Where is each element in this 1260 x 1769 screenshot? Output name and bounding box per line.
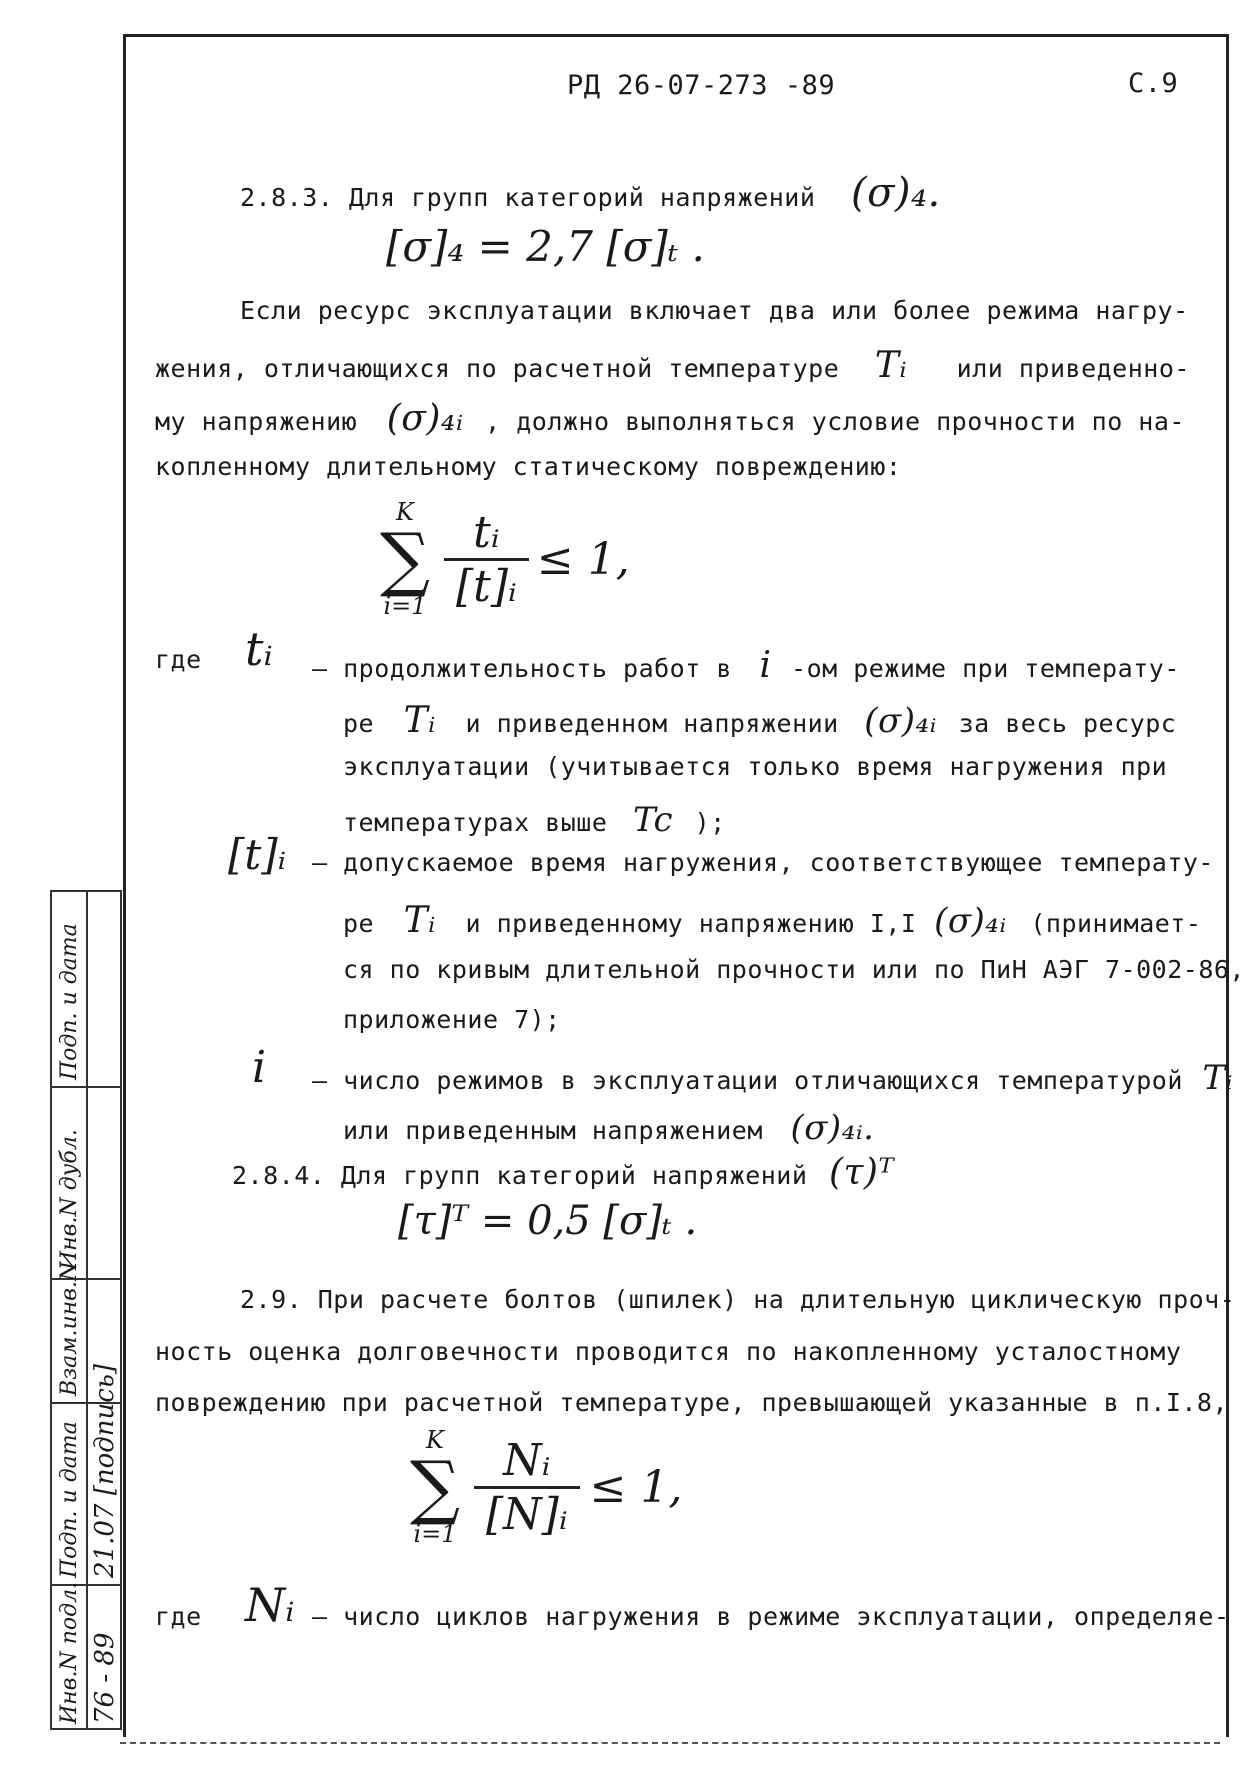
sum-operator [380,500,430,618]
stamp-vzam-inv: Взам.инв.N [57,1261,82,1396]
def-Ni-line-1: – число циклов нагружения в режиме эксплуатации, определяе- [312,1602,1230,1631]
heading-text: 2.8.4. Для групп категорий напряжений [232,1161,808,1190]
symbol-i: i [759,645,772,686]
text: (принимает- [1030,909,1202,938]
def-ti-line-2 [343,700,1176,741]
inequality: ≤ 1, [589,1461,683,1513]
def-Ni-symbol: Nᵢ [245,1578,295,1632]
text: му напряжению [155,407,358,436]
doc-code: РД 26-07-273 -89 [567,70,836,101]
section-2-9-line-1: 2.9. При расчете болтов (шпилек) на длительную циклическую проч- [240,1285,1236,1314]
def-i-symbol: i [252,1042,267,1093]
stamp-date-signature: 21.07 [подпись] [90,1363,120,1578]
where-label-2: где [155,1602,202,1631]
stamp-inv-podl: Инв.N подл. [57,1581,82,1724]
inequality: ≤ 1, [536,533,630,585]
heading-text: 2.8.3. Для групп категорий напряжений [240,183,816,212]
sum-upper: K [426,1426,444,1454]
document-stamp [50,890,120,1730]
text: или приведенным напряжением [343,1116,763,1145]
symbol-Ti: Tᵢ [403,900,436,941]
def-allowed-line-4: приложение 7); [343,1005,561,1034]
def-i-line-1 [312,1058,1233,1098]
symbol-Ti: Tᵢ [1202,1058,1233,1098]
def-allowed-line-3: ся по кривым длительной прочности или по ПиН АЭГ 7-002-86, [343,955,1245,984]
stamp-row-line [50,1086,120,1088]
text: ре [343,709,375,738]
where-label: где [155,645,202,674]
stamp-divider [86,890,88,1730]
stamp-inv-dubl: Инв.N дубл. [57,1129,82,1270]
paragraph-line-4: копленному длительному статическому повреждению: [155,452,902,481]
stamp-sign-date-2: Подп. и дата [57,1421,82,1578]
sigma-sign: ∑ [410,1446,460,1528]
stamp-border [50,890,52,1730]
text: или приведенно- [956,354,1190,383]
bottom-cut-line [120,1742,1220,1744]
heading-symbol: (τ)ᵀ [828,1152,895,1193]
text: и приведенном напряжении [465,709,839,738]
formula-tau: [τ]ᵀ = 0,5 [σ]ₜ . [398,1198,698,1244]
paragraph-line-3 [155,398,1185,439]
stamp-border [120,890,122,1730]
text: температурах выше [343,808,608,837]
section-2-8-3-heading [240,170,941,216]
stamp-row-line [50,1728,120,1730]
section-2-9-line-2: ность оценка долговечности проводится по накопленному усталостному [155,1337,1182,1366]
heading-symbol: (σ)₄. [850,170,941,216]
def-i-line-2 [343,1108,874,1148]
fraction-denominator: [t]ᵢ [455,560,517,612]
text: жения, отличающихся по расчетной температуре [155,354,840,383]
formula-sigma4: [σ]₄ = 2,7 [σ]ₜ . [386,222,705,271]
section-2-8-4-heading [232,1152,894,1193]
def-ti-line-3: эксплуатации (учитывается только время нагружения при [343,752,1168,781]
paragraph-line-1: Если ресурс эксплуатации включает два или более режима нагру- [240,296,1189,325]
sum-lower: i=1 [413,1520,457,1548]
text: ); [694,808,726,837]
formula-sum-time [380,500,630,618]
sum-operator [410,1428,460,1546]
fraction-numerator: tᵢ [444,507,529,561]
symbol-sigma4i: (σ)₄ᵢ [864,701,938,741]
paragraph-line-2 [155,345,1190,386]
fraction-denominator: [N]ᵢ [485,1488,568,1540]
text: – число режимов в эксплуатации отличающихся температурой [312,1066,1183,1095]
fraction [474,1435,580,1540]
stamp-sign-date-1: Подп. и дата [57,923,82,1080]
fraction [444,507,529,612]
def-allowed-line-2 [343,900,1201,941]
symbol-Ti: Tᵢ [874,345,908,386]
symbol-Tc: Tc [632,800,674,840]
stamp-row-line [50,890,120,892]
def-ti-line-1 [312,645,1180,686]
text: ре [343,909,375,938]
symbol-Ti: Tᵢ [403,700,436,741]
def-ti-symbol: tᵢ [245,622,273,676]
symbol-sigma4i: (σ)₄ᵢ [934,901,1007,941]
def-allowed-line-1: – допускаемое время нагружения, соответствующее температу- [312,848,1214,877]
fraction-numerator: Nᵢ [474,1435,580,1489]
text: за весь ресурс [958,709,1177,738]
text: , должно выполняться условие прочности по на- [485,407,1185,436]
section-2-9-line-3: повреждению при расчетной температуре, превышающей указанные в п.I.8, [155,1388,1229,1417]
sum-upper: K [396,498,414,526]
sum-lower: i=1 [383,592,427,620]
sigma-sign: ∑ [380,518,430,600]
text: – продолжительность работ в [312,654,732,683]
symbol-sigma4i: (σ)₄ᵢ. [790,1108,875,1148]
text: -ом режиме при температу- [791,654,1180,683]
def-ti-allowed-symbol: [t]ᵢ [228,830,287,879]
symbol-sigma4i: (σ)₄ᵢ [386,398,464,439]
stamp-inv-number: 76 - 89 [90,1632,120,1724]
def-ti-line-4 [343,800,726,840]
text: и приведенному напряжению I,I [465,909,917,938]
formula-sum-cycles [410,1428,683,1546]
page-number: С.9 [1128,68,1179,99]
